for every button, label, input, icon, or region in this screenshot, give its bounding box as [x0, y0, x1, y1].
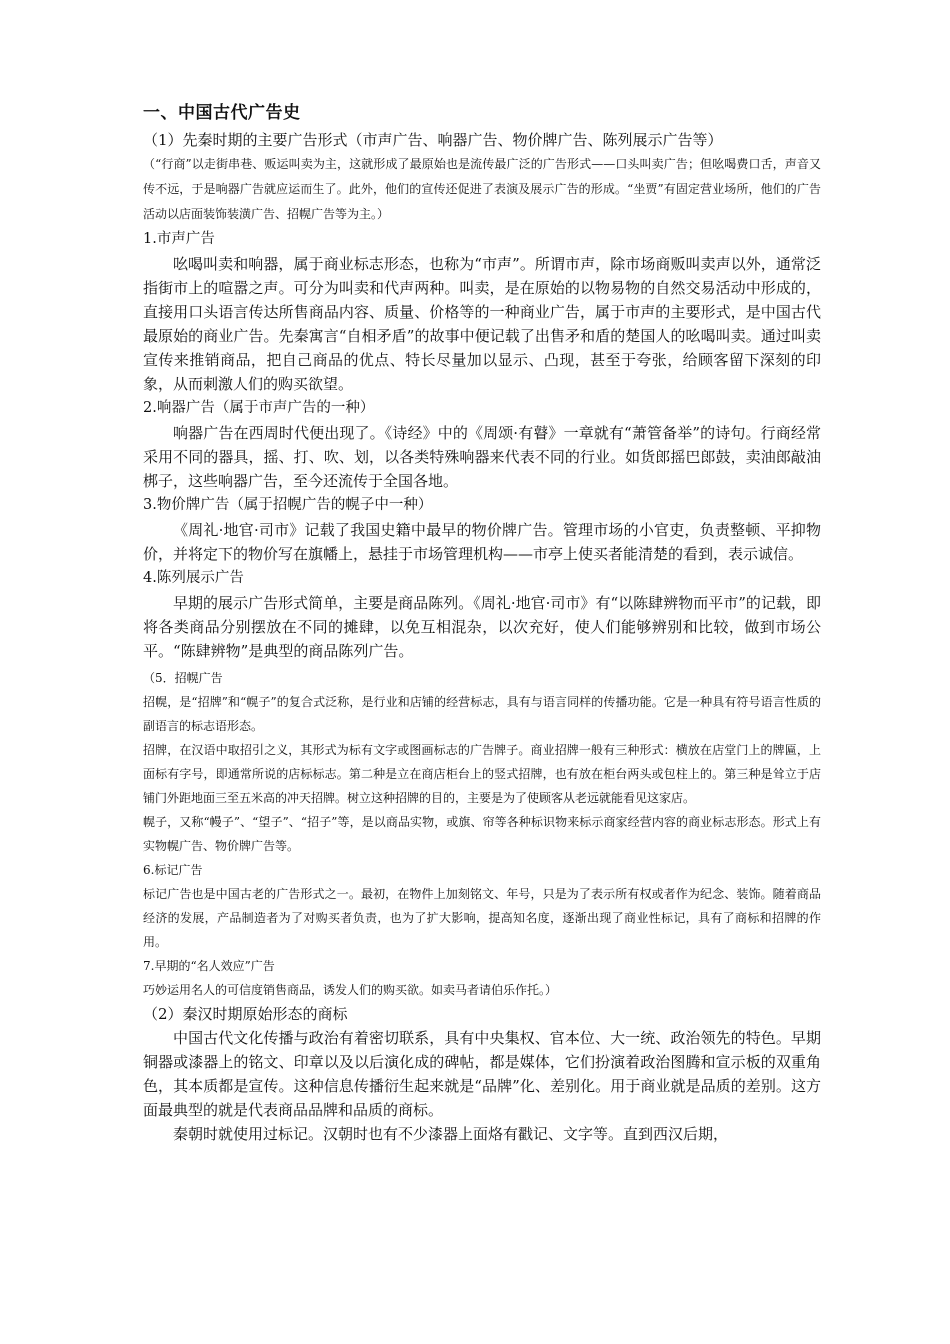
subheading-sound-instrument-ads: 2.响器广告（属于市声广告的一种）: [143, 400, 375, 416]
document-title: 一、中国古代广告史: [143, 103, 301, 123]
paragraph-price-board-ads: 《周礼·地官·司市》记载了我国史籍中最早的物价牌广告。管理市场的小官吏，负责整顿、平抑物价，并将定下的物价写在旗幡上，悬挂于市场管理机构——市亭上使买者能清楚的看到，表示诚信。: [143, 521, 821, 563]
paragraph-sound-instrument-ads: 响器广告在西周时代便出现了。《诗经》中的《周颂·有瞽》一章就有“萧管备举”的诗句。行商经常采用不同的器具，摇、打、吹、划，以各类特殊响器来代表不同的行业。如货郎摇巴郎鼓，卖油郎敲油梆子，这些响器广告，至今还流传于全国各地。: [143, 424, 821, 490]
section-heading-pre-qin: （1）先秦时期的主要广告形式（市声广告、响器广告、物价牌广告、陈列展示广告等）: [143, 131, 723, 149]
section-heading-qin-han: （2）秦汉时期原始形态的商标: [143, 1005, 348, 1023]
subheading-signboard-ads: （5．招幌广告: [143, 671, 223, 685]
paragraph-mark-ads: 标记广告也是中国古老的广告形式之一。最初，在物件上加刻铭文、年号，只是为了表示所有权或者作为纪念、装饰。随着商品经济的发展，产品制造者为了对购买者负责，也为了扩大影响，提高知名度，逐渐出现了商业性标记，具有了商标和招牌的作用。: [143, 887, 821, 949]
subheading-mark-ads: 6.标记广告: [143, 863, 203, 877]
paragraph-signboard-definition: 招幌，是“招牌”和“幌子”的复合式泛称，是行业和店铺的经营标志，具有与语言同样的传播功能。它是一种具有符号语言性质的副语言的标志语形态。: [143, 695, 821, 733]
document-body: [143, 100, 821, 1146]
section-note-merchants: （“行商”以走街串巷、贩运叫卖为主，这就形成了最原始也是流传最广泛的广告形式——口头叫卖广告；但吆喝费口舌，声音又传不远，于是响器广告就应运而生了。此外，他们的宣传还促进了表演及展示广告的形成。“坐贾”有固定营业场所，他们的广告活动以店面装饰装潢广告、招幌广告等为主。）: [143, 157, 821, 221]
paragraph-celebrity-ads: 巧妙运用名人的可信度销售商品，诱发人们的购买欲。如卖马者请伯乐作托。）: [143, 983, 558, 997]
subheading-display-ads: 4.陈列展示广告: [143, 570, 244, 586]
paragraph-qin-han-culture: 中国古代文化传播与政治有着密切联系，具有中央集权、官本位、大一统、政治领先的特色。早期铜器或漆器上的铭文、印章以及以后演化成的碑帖，都是媒体，它们扮演着政治图腾和宣示板的双重角色，其本质都是宣传。这种信息传播衍生起来就是“品牌”化、差别化。用于商业就是品质的差别。这方面最典型的就是代表商品品牌和品质的商标。: [143, 1029, 821, 1119]
paragraph-shop-banner: 幌子，又称“幔子”、“望子”、“招子”等，是以商品实物，或旗、帘等各种标识物来标示商家经营内容的商业标志形态。形式上有实物幌广告、物价牌广告等。: [143, 815, 821, 853]
subheading-celebrity-ads: 7.早期的“名人效应”广告: [143, 959, 275, 973]
paragraph-display-ads: 早期的展示广告形式简单，主要是商品陈列。《周礼·地官·司市》有“以陈肆辨物而平市”的记载，即将各类商品分别摆放在不同的摊肆，以免互相混杂，以次充好，使人们能够辨别和比较，做到市场公平。“陈肆辨物”是典型的商品陈列广告。: [143, 594, 821, 660]
subheading-price-board-ads: 3.物价牌广告（属于招幌广告的幌子中一种）: [143, 497, 433, 513]
subheading-street-cry-ads: 1.市声广告: [143, 231, 215, 247]
paragraph-signboard-forms: 招牌，在汉语中取招引之义，其形式为标有文字或图画标志的广告牌子。商业招牌一般有三种形式：横放在店堂门上的牌匾，上面标有字号，即通常所说的店标标志。第二种是立在商店柜台上的竖式招牌，也有放在柜台两头或包柱上的。第三种是耸立于店铺门外距地面三至五米高的冲天招牌。树立这种招牌的目的，主要是为了使顾客从老远就能看见这家店。: [143, 743, 821, 805]
paragraph-street-cry-ads: 吆喝叫卖和响器，属于商业标志形态，也称为“市声”。所谓市声，除市场商贩叫卖声以外，通常泛指街市上的喧嚣之声。可分为叫卖和代声两种。叫卖，是在原始的以物易物的自然交易活动中形成的，直接用口头语言传达所售商品内容、质量、价格等的一种商业广告，属于市声的主要形式，是中国古代最原始的商业广告。先秦寓言“自相矛盾”的故事中便记载了出售矛和盾的楚国人的吆喝叫卖。通过叫卖宣传来推销商品，把自己商品的优点、特长尽量加以显示、凸现，甚至于夸张，给顾客留下深刻的印象，从而刺激人们的购买欲望。: [143, 255, 821, 393]
paragraph-qin-han-marks: 秦朝时就使用过标记。汉朝时也有不少漆器上面烙有戳记、文字等。直到西汉后期，: [173, 1125, 729, 1143]
